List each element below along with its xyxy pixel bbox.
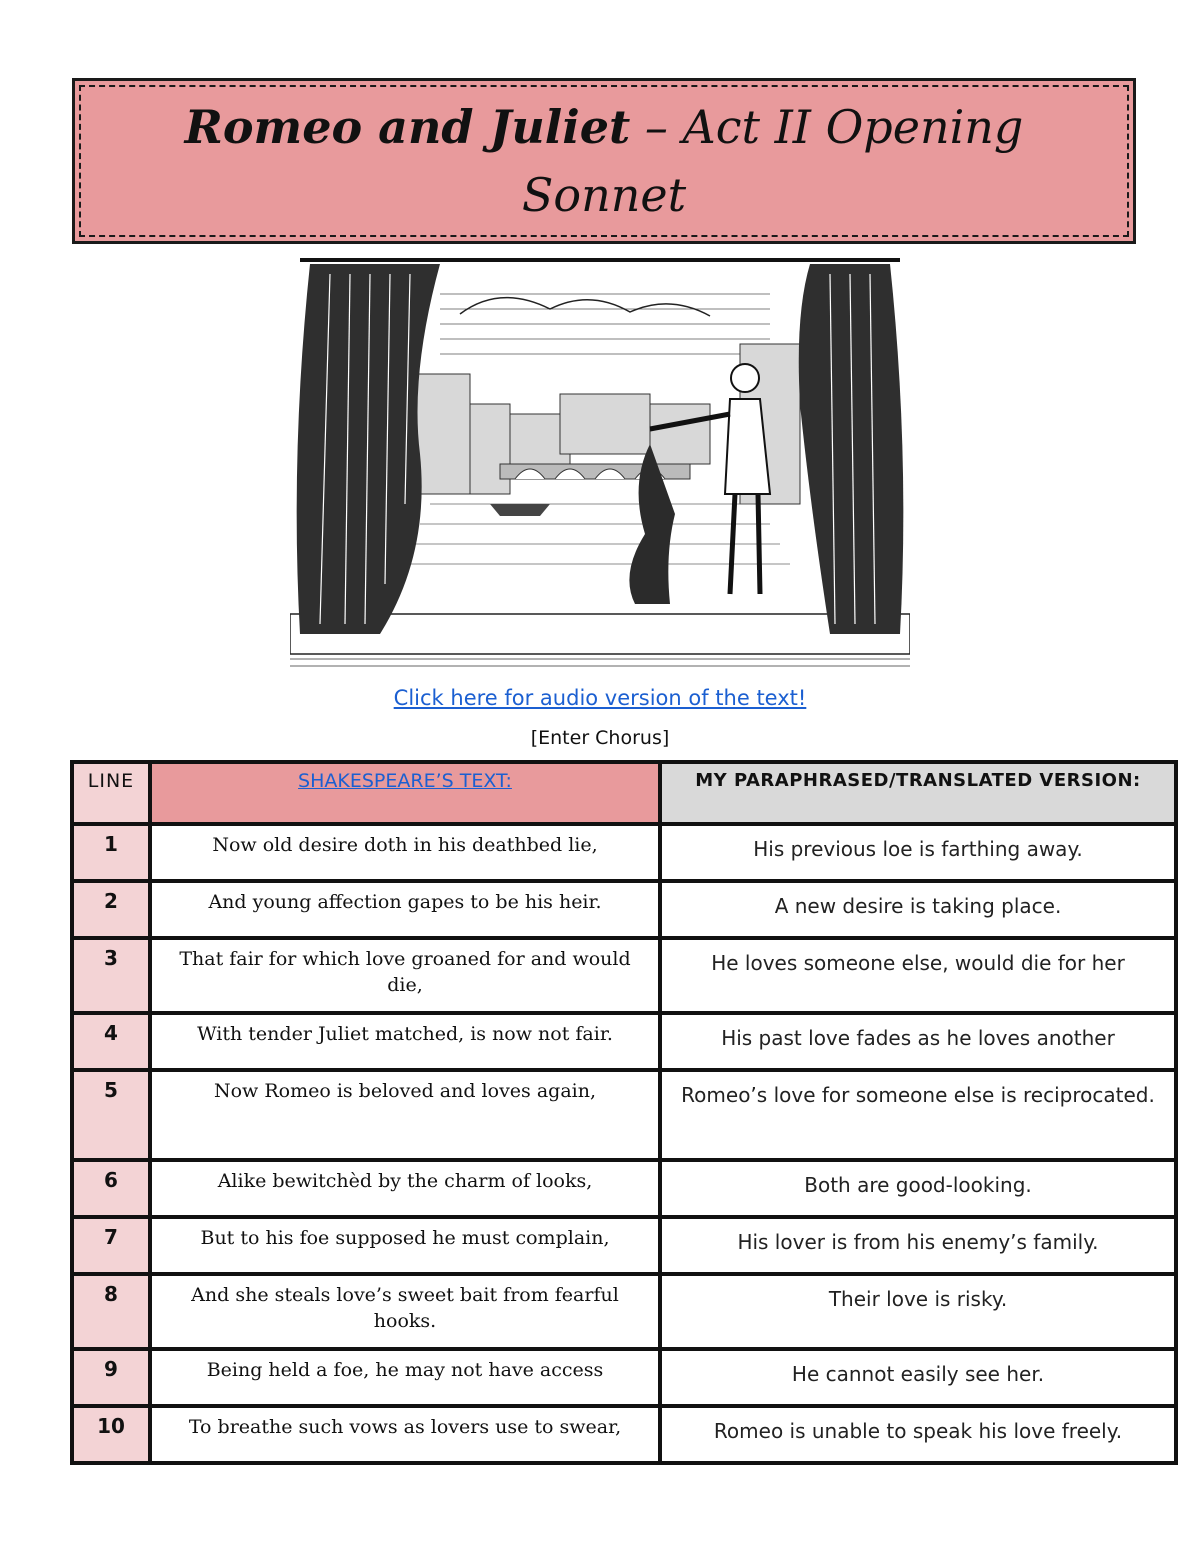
- audio-version-link[interactable]: Click here for audio version of the text!: [393, 686, 807, 710]
- table-row: [72, 1070, 1176, 1160]
- header-paraphrase: MY PARAPHRASED/TRANSLATED VERSION:: [660, 762, 1176, 824]
- line-number: 1: [72, 824, 150, 881]
- title-sonnet: Sonnet: [521, 168, 687, 222]
- table-row: [72, 1013, 1176, 1070]
- title-play-name: Romeo and Juliet: [184, 100, 631, 154]
- table-row: [72, 1406, 1176, 1463]
- shakespeare-line: With tender Juliet matched, is now not fair.: [150, 1013, 660, 1070]
- shakespeare-line: Now Romeo is beloved and loves again,: [150, 1070, 660, 1160]
- paraphrase-cell[interactable]: Both are good-looking.: [660, 1160, 1176, 1217]
- table-header-row: [72, 762, 1176, 824]
- paraphrase-cell[interactable]: He cannot easily see her.: [660, 1349, 1176, 1406]
- table-row: [72, 1274, 1176, 1349]
- shakespeare-line: To breathe such vows as lovers use to swear,: [150, 1406, 660, 1463]
- shakespeare-line: And she steals love’s sweet bait from fearful hooks.: [150, 1274, 660, 1349]
- table-row: [72, 1349, 1176, 1406]
- table-row: [72, 824, 1176, 881]
- page-title: [75, 93, 1133, 229]
- sonnet-table: [70, 760, 1178, 1465]
- stage-illustration: [290, 254, 910, 680]
- paraphrase-cell[interactable]: His past love fades as he loves another: [660, 1013, 1176, 1070]
- line-number: 6: [72, 1160, 150, 1217]
- table-row: [72, 881, 1176, 938]
- title-banner: [72, 78, 1136, 244]
- header-shakespeare-text-link[interactable]: SHAKESPEARE’S TEXT:: [150, 762, 660, 824]
- paraphrase-cell[interactable]: A new desire is taking place.: [660, 881, 1176, 938]
- line-number: 10: [72, 1406, 150, 1463]
- line-number: 8: [72, 1274, 150, 1349]
- title-act: – Act II Opening: [630, 100, 1024, 154]
- paraphrase-cell[interactable]: His previous loe is farthing away.: [660, 824, 1176, 881]
- shakespeare-line: Being held a foe, he may not have access: [150, 1349, 660, 1406]
- line-number: 2: [72, 881, 150, 938]
- shakespeare-line: And young affection gapes to be his heir.: [150, 881, 660, 938]
- paraphrase-cell[interactable]: Their love is risky.: [660, 1274, 1176, 1349]
- shakespeare-line: That fair for which love groaned for and would die,: [150, 938, 660, 1013]
- table-row: [72, 1160, 1176, 1217]
- stage-direction: [Enter Chorus]: [530, 727, 670, 749]
- paraphrase-cell[interactable]: Romeo is unable to speak his love freely.: [660, 1406, 1176, 1463]
- shakespeare-line: Now old desire doth in his deathbed lie,: [150, 824, 660, 881]
- table-row: [72, 1217, 1176, 1274]
- shakespeare-line: Alike bewitchèd by the charm of looks,: [150, 1160, 660, 1217]
- line-number: 7: [72, 1217, 150, 1274]
- line-number: 3: [72, 938, 150, 1013]
- line-number: 5: [72, 1070, 150, 1160]
- paraphrase-cell[interactable]: Romeo’s love for someone else is reciprocated.: [660, 1070, 1176, 1160]
- line-number: 4: [72, 1013, 150, 1070]
- paraphrase-cell[interactable]: He loves someone else, would die for her: [660, 938, 1176, 1013]
- header-line: LINE: [72, 762, 150, 824]
- table-row: [72, 938, 1176, 1013]
- line-number: 9: [72, 1349, 150, 1406]
- paraphrase-cell[interactable]: His lover is from his enemy’s family.: [660, 1217, 1176, 1274]
- shakespeare-line: But to his foe supposed he must complain,: [150, 1217, 660, 1274]
